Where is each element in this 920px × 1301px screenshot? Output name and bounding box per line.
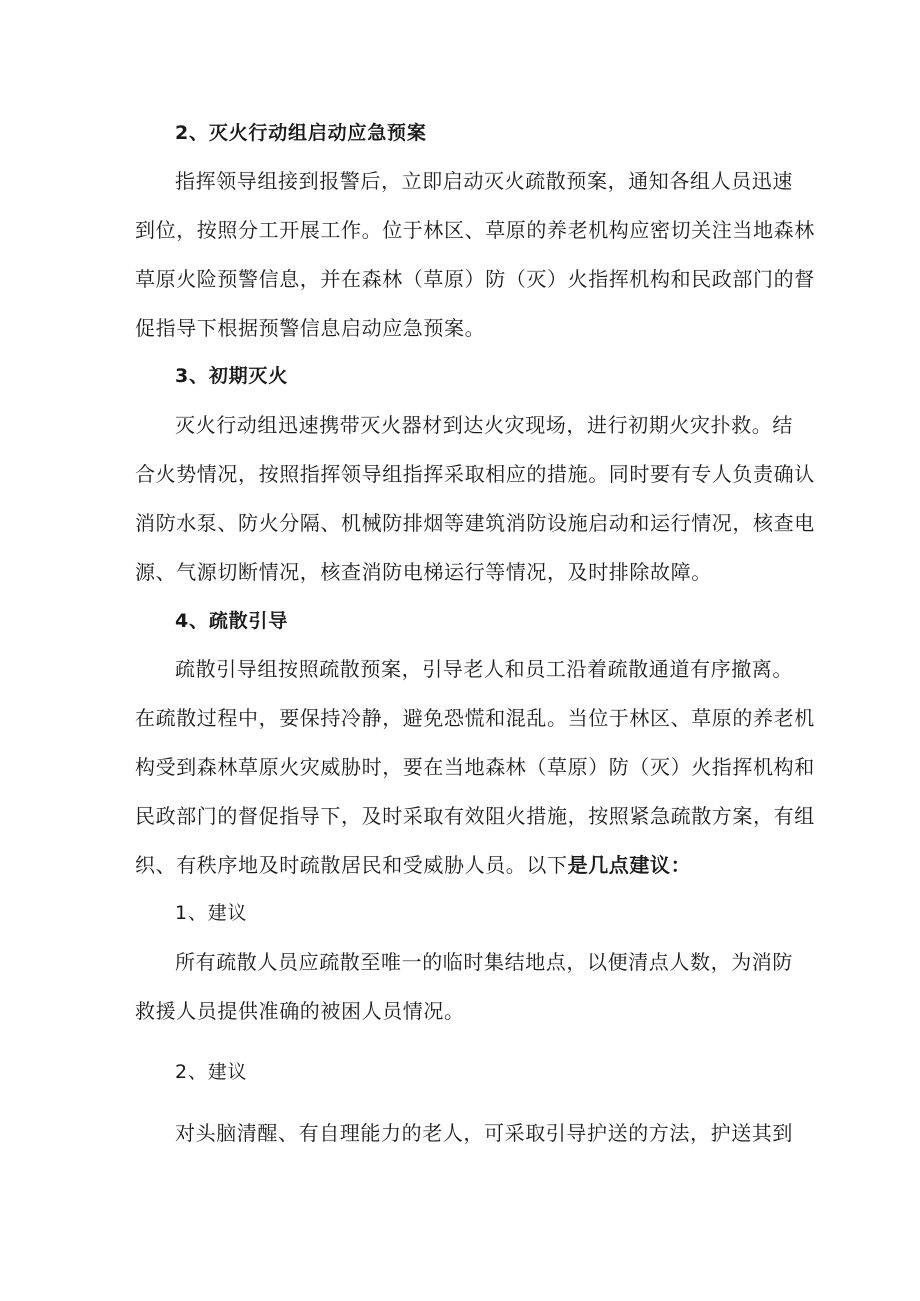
suggestion-heading-2: 2、建议 xyxy=(175,1061,248,1083)
paragraph-text: 织、有秩序地及时疏散居民和受威胁人员。以下 xyxy=(135,853,568,877)
paragraph-line: 构受到森林草原火灾威胁时，要在当地森林（草原）防（灭）火指挥机构和 xyxy=(135,755,815,779)
paragraph-line: 源、气源切断情况，核查消防电梯运行等情况，及时排除故障。 xyxy=(135,560,712,584)
paragraph-line: 到位，按照分工开展工作。位于林区、草原的养老机构应密切关注当地森林 xyxy=(135,218,815,242)
paragraph-line: 在疏散过程中，要保持冷静，避免恐慌和混乱。当位于林区、草原的养老机 xyxy=(135,706,815,730)
paragraph-line: 草原火险预警信息，并在森林（草原）防（灭）火指挥机构和民政部门的督 xyxy=(135,267,815,291)
emphasis-text: 是几点建议： xyxy=(567,853,692,877)
paragraph-line: 民政部门的督促指导下，及时采取有效阻火措施，按照紧急疏散方案，有组 xyxy=(135,804,815,828)
paragraph-line: 所有疏散人员应疏散至唯一的临时集结地点，以便清点人数，为消防 xyxy=(175,950,793,974)
paragraph-line: 消防水泵、防火分隔、机械防排烟等建筑消防设施启动和运行情况，核查电 xyxy=(135,511,815,535)
paragraph-line-mixed xyxy=(135,850,875,880)
paragraph-line: 合火势情况，按照指挥领导组指挥采取相应的措施。同时要有专人负责确认 xyxy=(135,462,815,486)
section-heading-initial-firefighting: 3、初期灭火 xyxy=(175,365,289,387)
paragraph-line: 疏散引导组按照疏散预案，引导老人和员工沿着疏散通道有序撤离。 xyxy=(175,657,793,681)
section-heading-evacuation: 4、疏散引导 xyxy=(175,610,289,632)
paragraph-line: 灭火行动组迅速携带灭火器材到达火灾现场，进行初期火灾扑救。结 xyxy=(175,413,793,437)
paragraph-line: 对头脑清醒、有自理能力的老人，可采取引导护送的方法，护送其到 xyxy=(175,1121,793,1145)
paragraph-line: 救援人员提供准确的被困人员情况。 xyxy=(135,999,465,1023)
paragraph-line: 指挥领导组接到报警后，立即启动灭火疏散预案，通知各组人员迅速 xyxy=(175,169,793,193)
section-heading-fire-response: 2、灭火行动组启动应急预案 xyxy=(175,122,427,144)
suggestion-heading-1: 1、建议 xyxy=(175,902,248,924)
paragraph-line: 促指导下根据预警信息启动应急预案。 xyxy=(135,316,486,340)
